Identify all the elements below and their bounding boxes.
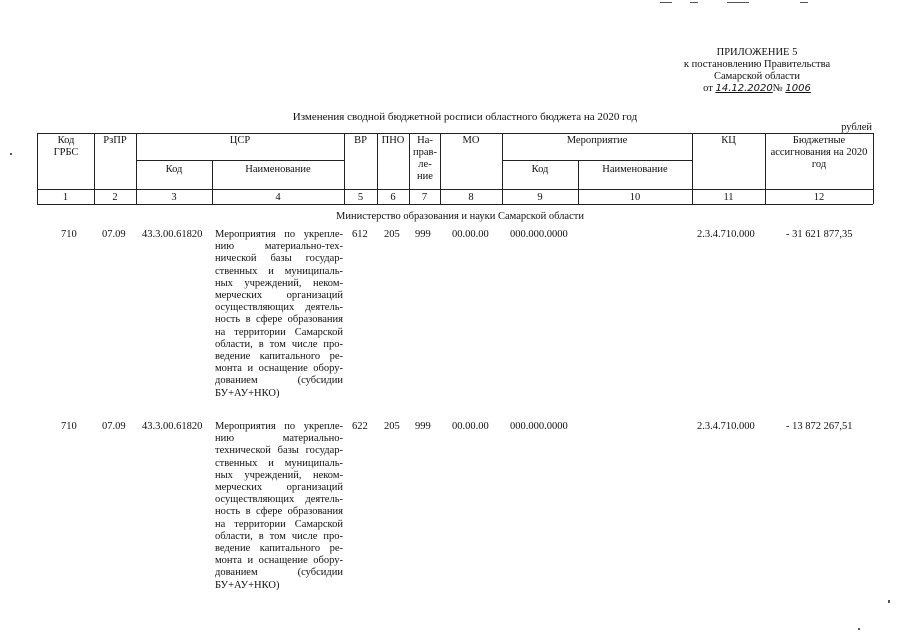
scan-mark (10, 153, 12, 155)
row-csr-code: 43.3.00.61820 (142, 421, 203, 432)
scan-mark (727, 2, 749, 3)
row-vr: 622 (352, 421, 368, 432)
column-number: 3 (171, 192, 177, 203)
header-event-code: Код (531, 164, 549, 175)
table-right-border (873, 133, 874, 204)
header-bottom-line (37, 189, 873, 190)
header-vr: ВР (354, 135, 367, 146)
row-grbs: 710 (61, 421, 77, 432)
annex-number-prefix: № (772, 83, 783, 94)
row-direction: 999 (415, 421, 431, 432)
header-csr: ЦСР (229, 135, 251, 146)
header-grbs: Код ГРБС (53, 135, 79, 158)
header-event-name: Наименование (602, 164, 668, 175)
row-event-code: 000.000.0000 (510, 229, 568, 240)
row-pno: 205 (384, 229, 400, 240)
header-subrow-line (136, 160, 344, 161)
header-kc: КЦ (721, 135, 736, 146)
annex-number-value: 1006 (785, 83, 811, 94)
column-number: 2 (112, 192, 118, 203)
section-title: Министерство образования и науки Самарской области (336, 211, 584, 222)
header-csr-code: Код (165, 164, 183, 175)
column-number: 4 (275, 192, 281, 203)
header-mo: МО (462, 135, 480, 146)
row-amount: - 13 872 267,51 (786, 421, 853, 432)
row-vr: 612 (352, 229, 368, 240)
annex-block (667, 47, 847, 95)
row-kc: 2.3.4.710.000 (697, 229, 755, 240)
scan-mark (660, 2, 672, 3)
header-subrow-line (502, 160, 692, 161)
column-number: 6 (390, 192, 396, 203)
column-number: 9 (537, 192, 543, 203)
column-number: 7 (421, 192, 428, 203)
scan-mark (858, 628, 860, 630)
row-rzpr: 07.09 (102, 229, 126, 240)
row-pno: 205 (384, 421, 400, 432)
row-csr-name: Мероприятия по укрепле- нию материально-тех- нической базы государ- ственных и муниципаль- ных учреждений, неком- мерческих организаций осуществляющих деятель- ность в сфере образования на территории Самарской области, в том числе про- ведение капитального ре- монта и оснащение обору- дованием (субсидии БУ+АУ+НКО) (215, 229, 343, 399)
row-event-code: 000.000.0000 (510, 421, 568, 432)
row-rzpr: 07.09 (102, 421, 126, 432)
row-csr-code: 43.3.00.61820 (142, 229, 203, 240)
column-number: 12 (813, 192, 825, 203)
column-number: 5 (357, 192, 364, 203)
header-budget: Бюджетные ассигнования на 2020 год (770, 135, 868, 170)
annex-line-2: к постановлению Правительства (683, 59, 831, 70)
row-mo: 00.00.00 (452, 421, 489, 432)
row-mo: 00.00.00 (452, 229, 489, 240)
column-number: 1 (62, 192, 69, 203)
row-kc: 2.3.4.710.000 (697, 421, 755, 432)
header-rzpr: РзПР (103, 135, 127, 146)
annex-date-prefix: от (703, 83, 713, 94)
column-number: 10 (629, 192, 641, 203)
scan-mark (888, 600, 890, 603)
column-numbers-bottom-line (37, 204, 873, 205)
table-top-border (37, 133, 873, 134)
scan-mark (690, 2, 698, 3)
annex-date-value: 14.12.2020 (715, 83, 773, 94)
header-direction: На- прав- ле- ние (413, 135, 437, 182)
annex-date-line (667, 83, 847, 95)
annex-title: ПРИЛОЖЕНИЕ 5 (716, 47, 798, 58)
column-number: 11 (723, 192, 734, 203)
document-title: Изменения сводной бюджетной росписи областного бюджета на 2020 год (292, 111, 638, 123)
row-amount: - 31 621 877,35 (786, 229, 853, 240)
column-number: 8 (468, 192, 474, 203)
annex-line-3: Самарской области (714, 71, 800, 82)
row-direction: 999 (415, 229, 431, 240)
header-event: Мероприятие (566, 135, 628, 146)
header-csr-name: Наименование (245, 164, 311, 175)
header-pno: ПНО (381, 135, 405, 146)
row-grbs: 710 (61, 229, 77, 240)
scan-mark (800, 2, 808, 3)
row-csr-name: Мероприятия по укрепле- нию материально- технической базы государ- ственных и муниципаль- ных учреждений, неком- мерческих организаций осуществляющих деятель- ность в сфере образования на территории Самарской области, в том числе про- ведение капитального ре- монта и оснащение обору- дованием (субсидии БУ+АУ+НКО) (215, 421, 343, 591)
units-label: рублей (841, 122, 872, 133)
